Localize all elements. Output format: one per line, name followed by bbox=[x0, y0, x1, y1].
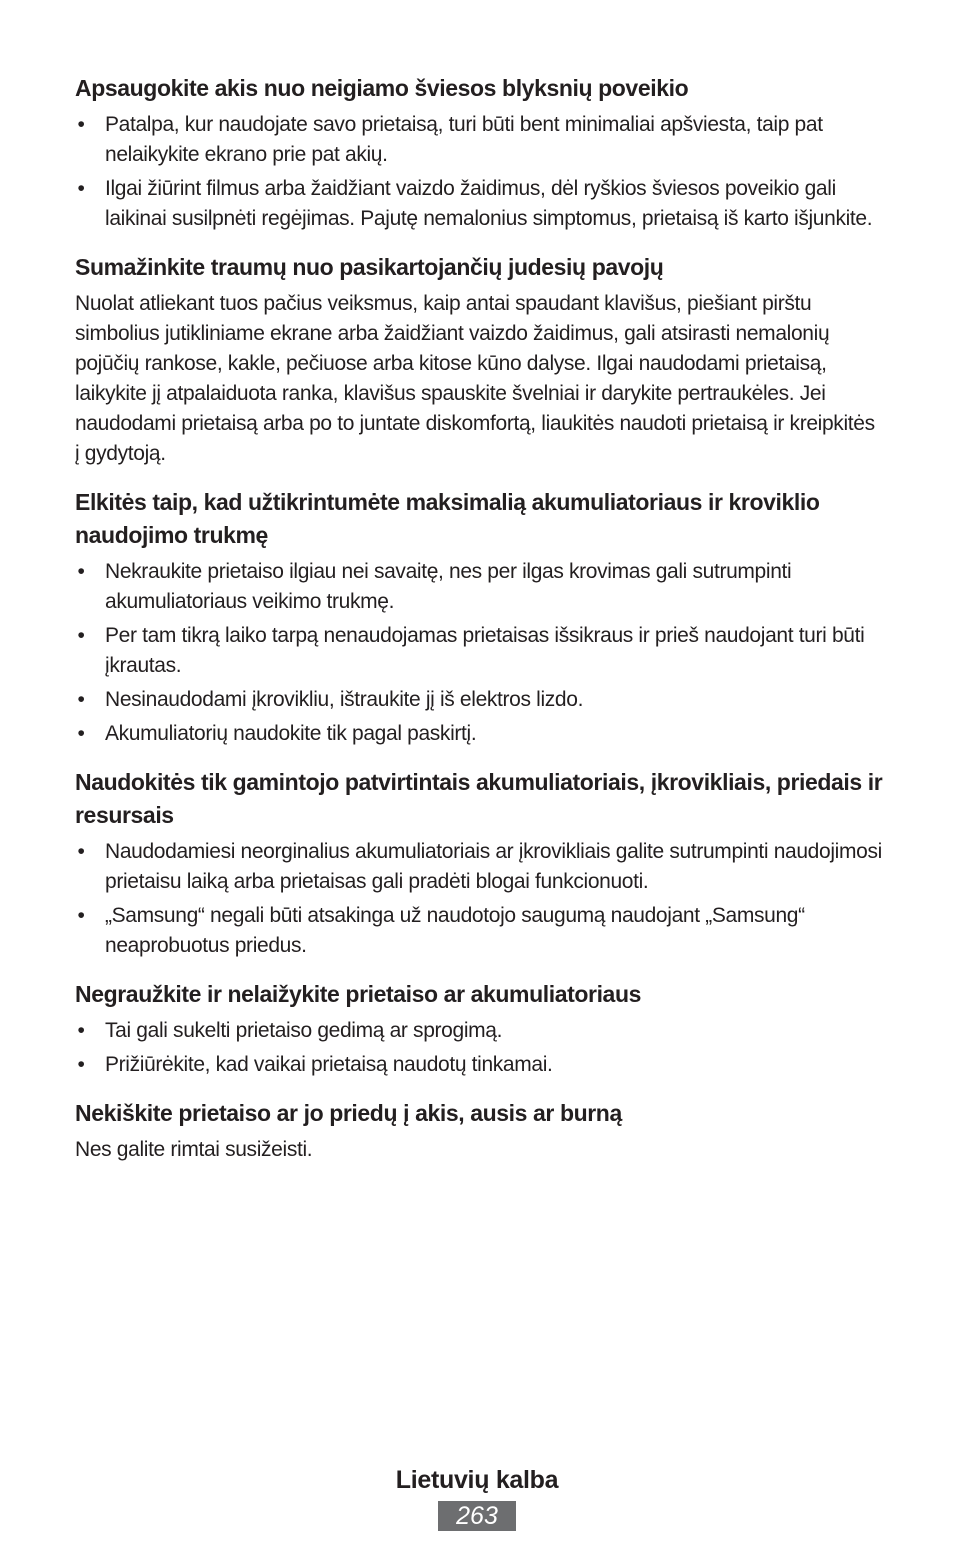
bullet-icon: • bbox=[77, 1019, 85, 1042]
list-item-text: Akumuliatorių naudokite tik pagal paskirtį. bbox=[105, 722, 477, 745]
section-heading: Apsaugokite akis nuo neigiamo šviesos blyksnių poveikio bbox=[75, 75, 689, 101]
section-heading: Elkitės taip, kad užtikrintumėte maksimalią akumuliatoriaus ir kroviklio naudojimo trukmę bbox=[75, 489, 820, 548]
page-content bbox=[75, 72, 883, 1182]
bullet-list bbox=[75, 837, 883, 961]
list-item bbox=[75, 1050, 883, 1080]
section-approved-accessories bbox=[75, 766, 883, 961]
section-heading: Sumažinkite traumų nuo pasikartojančių judesių pavojų bbox=[75, 254, 664, 280]
section-do-not-bite bbox=[75, 978, 883, 1080]
list-item-text: Tai gali sukelti prietaiso gedimą ar sprogimą. bbox=[105, 1019, 503, 1042]
bullet-icon: • bbox=[77, 722, 85, 745]
list-item bbox=[75, 719, 883, 749]
list-item-text: Ilgai žiūrint filmus arba žaidžiant vaizdo žaidimus, dėl ryškios šviesos poveikio gali laikinai susilpnėti regėjimas. Pajutę nemalonius simptomus, prietaisą iš karto išjunkite. bbox=[105, 177, 873, 230]
bullet-icon: • bbox=[77, 624, 85, 647]
list-item bbox=[75, 901, 883, 961]
list-item-text: Patalpa, kur naudojate savo prietaisą, turi būti bent minimaliai apšviesta, taip pat nelaikykite ekrano prie pat akių. bbox=[105, 113, 823, 166]
section-heading: Nekiškite prietaiso ar jo priedų į akis, ausis ar burną bbox=[75, 1100, 622, 1126]
page-number: 263 bbox=[438, 1501, 516, 1531]
bullet-list bbox=[75, 1016, 883, 1080]
list-item bbox=[75, 110, 883, 170]
list-item-text: „Samsung“ negali būti atsakinga už naudotojo saugumą naudojant „Samsung“ neaprobuotus priedus. bbox=[105, 904, 805, 957]
list-item bbox=[75, 685, 883, 715]
list-item-text: Per tam tikrą laiko tarpą nenaudojamas prietaisas išsikraus ir prieš naudojant turi būti įkrautas. bbox=[105, 624, 865, 677]
bullet-icon: • bbox=[77, 904, 85, 927]
section-eye-protection bbox=[75, 72, 883, 234]
footer-language: Lietuvių kalba bbox=[395, 1466, 559, 1494]
bullet-icon: • bbox=[77, 840, 85, 863]
section-eyes-ears-mouth bbox=[75, 1097, 883, 1165]
list-item bbox=[75, 174, 883, 234]
page-footer bbox=[0, 1463, 954, 1531]
section-paragraph: Nuolat atliekant tuos pačius veiksmus, kaip antai spaudant klavišus, piešiant pirštu simbolius jutikliniame ekrane arba žaidžiant vaizdo žaidimus, gali atsirasti nemalonių pojūčių rankose, kakle, pečiuose arba kitose kūno dalyse. Ilgai naudodami prietaisą, laikykite jį atpalaiduota ranka, klavišus spauskite švelniai ir darykite pertraukėles. Jei naudodami prietaisą arba po to juntate diskomfortą, liaukitės naudoti prietaisą ir kreipkitės į gydytoją. bbox=[75, 292, 875, 465]
list-item-text: Nekraukite prietaiso ilgiau nei savaitę, nes per ilgas krovimas gali sutrumpinti akumuliatoriaus veikimo trukmę. bbox=[105, 560, 792, 613]
list-item-text: Naudodamiesi neorginalius akumuliatoriais ar įkrovikliais galite sutrumpinti naudojimosi prietaisu laiką arba prietaisas gali pradėti blogai funkcionuoti. bbox=[105, 840, 882, 893]
bullet-icon: • bbox=[77, 177, 85, 200]
list-item bbox=[75, 557, 883, 617]
bullet-icon: • bbox=[77, 560, 85, 583]
bullet-icon: • bbox=[77, 688, 85, 711]
list-item bbox=[75, 1016, 883, 1046]
bullet-icon: • bbox=[77, 113, 85, 136]
bullet-list bbox=[75, 557, 883, 749]
list-item bbox=[75, 621, 883, 681]
bullet-icon: • bbox=[77, 1053, 85, 1076]
section-heading: Naudokitės tik gamintojo patvirtintais akumuliatoriais, įkrovikliais, priedais ir resursais bbox=[75, 769, 883, 828]
section-repetitive-motion bbox=[75, 251, 883, 469]
bullet-list bbox=[75, 110, 883, 234]
section-battery-life bbox=[75, 486, 883, 749]
section-heading: Negraužkite ir nelaižykite prietaiso ar akumuliatoriaus bbox=[75, 981, 641, 1007]
list-item-text: Prižiūrėkite, kad vaikai prietaisą naudotų tinkamai. bbox=[105, 1053, 553, 1076]
list-item bbox=[75, 837, 883, 897]
section-paragraph: Nes galite rimtai susižeisti. bbox=[75, 1138, 313, 1161]
list-item-text: Nesinaudodami įkrovikliu, ištraukite jį iš elektros lizdo. bbox=[105, 688, 584, 711]
